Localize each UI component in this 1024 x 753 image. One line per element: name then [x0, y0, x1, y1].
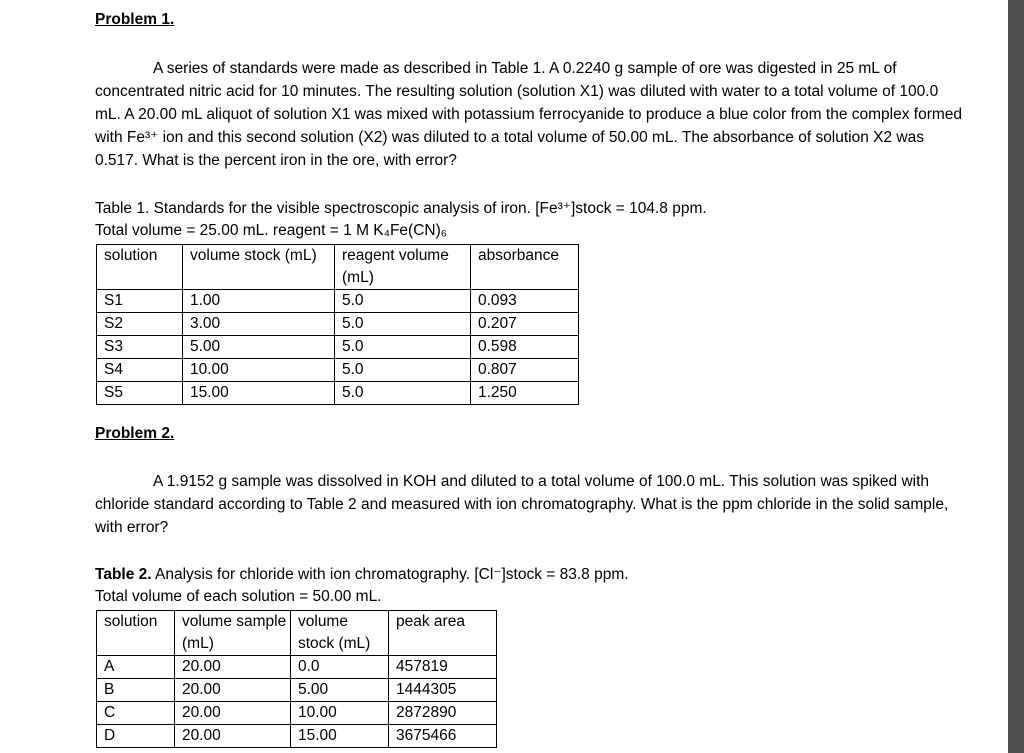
- table-header-cell: solution: [97, 245, 183, 290]
- table-cell: 20.00: [175, 725, 291, 748]
- table-row: [97, 336, 579, 359]
- table1-caption: Table 1. Standards for the visible spectroscopic analysis of iron. [Fe³⁺]stock = 104.8 ppm.: [95, 200, 707, 217]
- table-header-cell: volume stock (mL): [291, 611, 389, 656]
- table2: [96, 610, 497, 748]
- table-cell: 5.0: [335, 336, 471, 359]
- table-cell: 3675466: [389, 725, 497, 748]
- table1: [96, 244, 579, 405]
- table-cell: 10.00: [183, 359, 335, 382]
- table2-caption-text: Analysis for chloride with ion chromatography. [Cl⁻]stock = 83.8 ppm.: [155, 566, 629, 583]
- table-header-cell: volume sample (mL): [175, 611, 291, 656]
- table-cell: 5.0: [335, 290, 471, 313]
- problem2-text: A 1.9152 g sample was dissolved in KOH and diluted to a total volume of 100.0 mL. This solution was spiked with chloride standard according to Table 2 and measured with ion chromatography. What is the ppm chloride in the solid sample, with error?: [95, 473, 949, 536]
- table-header-row: [97, 245, 579, 290]
- table-cell: 20.00: [175, 679, 291, 702]
- table-cell: 20.00: [175, 656, 291, 679]
- table-cell: S2: [97, 313, 183, 336]
- table-row: [97, 725, 497, 748]
- table-cell: S5: [97, 382, 183, 405]
- table-header-cell: peak area: [389, 611, 497, 656]
- table-cell: S3: [97, 336, 183, 359]
- table-cell: 0.0: [291, 656, 389, 679]
- table-cell: 1.250: [471, 382, 579, 405]
- table-row: [97, 679, 497, 702]
- table-header-cell: absorbance: [471, 245, 579, 290]
- table-cell: 5.00: [183, 336, 335, 359]
- table2-caption: [95, 564, 629, 586]
- table-cell: 5.0: [335, 313, 471, 336]
- table-cell: 15.00: [291, 725, 389, 748]
- table-cell: 0.598: [471, 336, 579, 359]
- table-cell: 15.00: [183, 382, 335, 405]
- table-cell: 457819: [389, 656, 497, 679]
- table-cell: B: [97, 679, 175, 702]
- table-cell: 3.00: [183, 313, 335, 336]
- table-cell: 0.207: [471, 313, 579, 336]
- table-cell: 20.00: [175, 702, 291, 725]
- table-header-cell: solution: [97, 611, 175, 656]
- table-header-cell: volume stock (mL): [183, 245, 335, 290]
- table-cell: 5.0: [335, 382, 471, 405]
- problem2-heading: Problem 2.: [95, 425, 175, 442]
- table-cell: 1.00: [183, 290, 335, 313]
- table-cell: 0.093: [471, 290, 579, 313]
- table-cell: S4: [97, 359, 183, 382]
- table-cell: 5.00: [291, 679, 389, 702]
- table-header-row: [97, 611, 497, 656]
- problem1-text: A series of standards were made as described in Table 1. A 0.2240 g sample of ore was digested in 25 mL of concentrated nitric acid for 10 minutes. The resulting solution (solution X1) was diluted with water to a total volume of 100.0 mL. A 20.00 mL aliquot of solution X1 was mixed with potassium ferrocyanide to produce a blue color from the complex formed with Fe³⁺ ion and this second solution (X2) was diluted to a total volume of 50.00 mL. The absorbance of solution X2 was 0.517. What is the percent iron in the ore, with error?: [95, 60, 963, 169]
- table-cell: 2872890: [389, 702, 497, 725]
- table-row: [97, 656, 497, 679]
- table-cell: S1: [97, 290, 183, 313]
- table-cell: D: [97, 725, 175, 748]
- scrollbar[interactable]: [1008, 0, 1024, 753]
- problem1-heading: Problem 1.: [95, 11, 175, 28]
- table-cell: 5.0: [335, 359, 471, 382]
- table-cell: 0.807: [471, 359, 579, 382]
- table-row: [97, 359, 579, 382]
- table-row: [97, 290, 579, 313]
- table-header-cell: reagent volume (mL): [335, 245, 471, 290]
- table-cell: A: [97, 656, 175, 679]
- table-cell: 1444305: [389, 679, 497, 702]
- table2-caption-line2: Total volume of each solution = 50.00 mL.: [95, 588, 382, 605]
- table-cell: C: [97, 702, 175, 725]
- table-row: [97, 313, 579, 336]
- table-row: [97, 702, 497, 725]
- table-cell: 10.00: [291, 702, 389, 725]
- table1-caption-line2: Total volume = 25.00 mL. reagent = 1 M K₄Fe(CN)₆: [95, 222, 448, 239]
- table2-caption-label: Table 2.: [95, 566, 152, 583]
- table-row: [97, 382, 579, 405]
